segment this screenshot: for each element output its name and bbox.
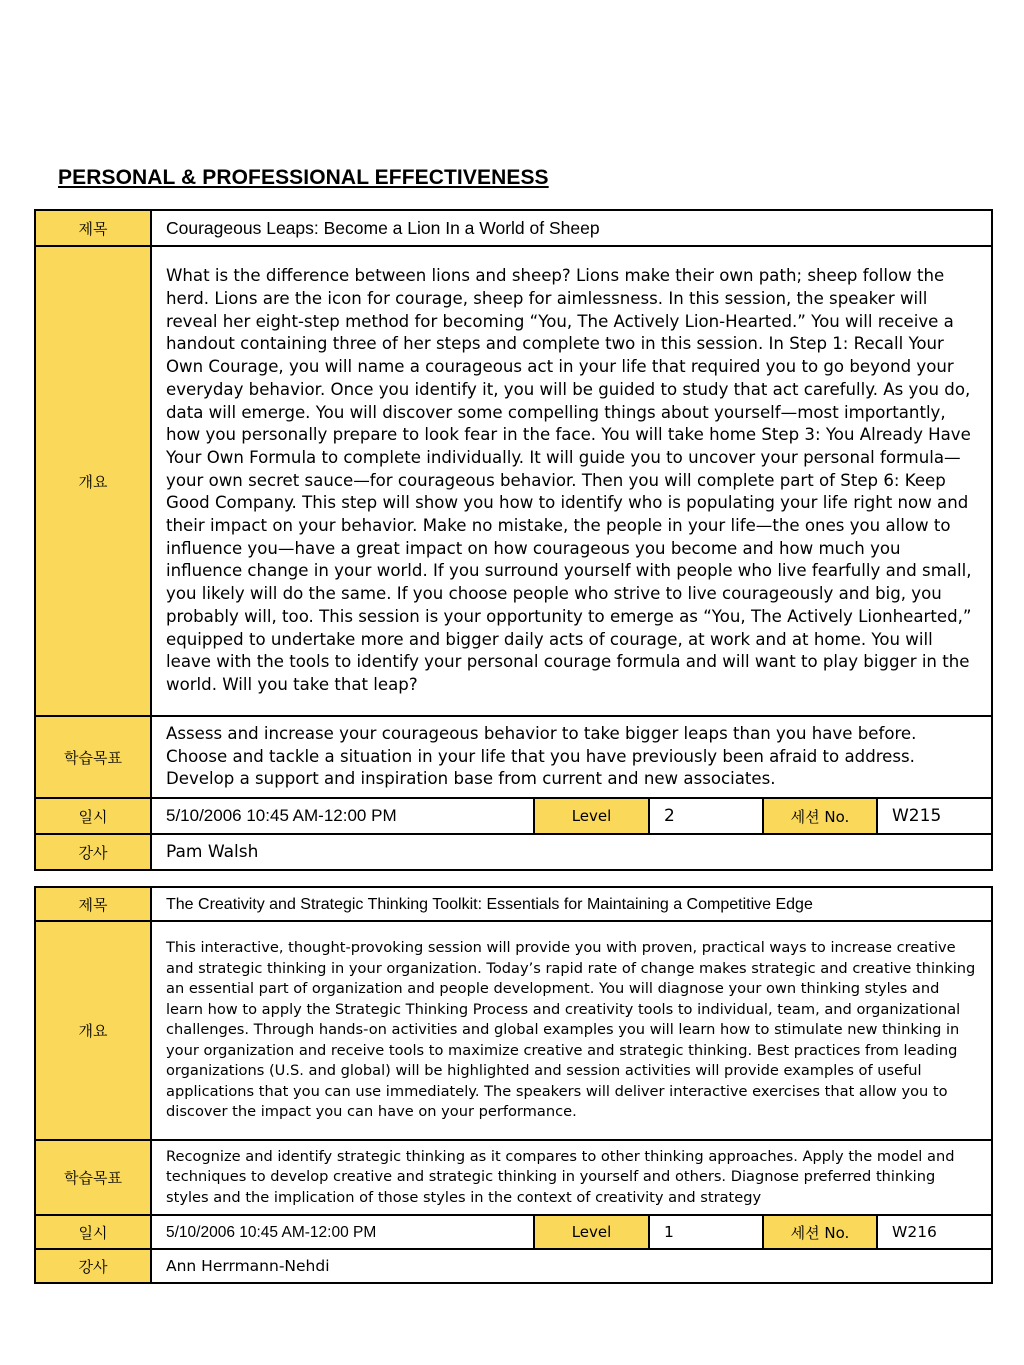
session-datetime	[151, 798, 534, 834]
session-number: W216	[877, 1215, 992, 1249]
session-objectives: Recognize and identify strategic thinking as it compares to other thinking approaches. Apply the model and techniques to develop creative and strategic thinking in yourself and others. Diagnose preferred thinking styles and the implication of those styles in the context of creativity and strategy	[151, 1140, 992, 1215]
speaker-row	[35, 834, 992, 870]
page-heading: PERSONAL & PROFESSIONAL EFFECTIVENESS	[58, 166, 549, 189]
schedule-row	[35, 1215, 992, 1249]
session-level: 1	[649, 1215, 763, 1249]
session-datetime-text: 5/10/2006 10:45 AM-12:00 PM	[166, 1224, 377, 1241]
datetime-label: 일시	[35, 1215, 151, 1249]
session-summary: What is the difference between lions and sheep? Lions make their own path; sheep follow the herd. Lions are the icon for courage, sheep for aimlessness. In this session, the speaker will reveal her eight-step method for becoming “You, The Actively Lion-Hearted.” You will receive a handout containing three of her steps and complete two in this session. In Step 1: Recall Your Own Courage, you will name a courageous act in your life that required you to go beyond your everyday behavior. Once you identify it, you will be guided to study that act carefully. As you do, data will emerge. You will discover some compelling things about yourself—most importantly, how you personally prepare to look fear in the face. You will take home Step 3: You Already Have Your Own Formula to complete individually. It will guide you to uncover your personal formula—your own secret sauce—for courageous behavior. Then you will complete part of Step 6: Keep Good Company. This step will show you how to identify who is populating your life right now and their impact on your behavior. Make no mistake, the people in your life—the ones you allow to influence you—have a great impact on how courageous you become and how much you influence change in your world. If you surround yourself with people who live fearfully and small, you likely will do the same. If you choose people who strive to live courageously and big, you probably will, too. This session is your opportunity to emerge as “You, The Actively Lionhearted,” equipped to undertake more and bigger daily acts of courage, at work and at home. You will leave with the tools to identify your personal courage formula and will want to play bigger in the world. Will you take that leap?	[151, 246, 992, 716]
session-datetime	[151, 1215, 534, 1249]
level-label: Level	[534, 1215, 649, 1249]
objectives-row	[35, 1140, 992, 1215]
schedule-row	[35, 798, 992, 834]
session-title	[151, 887, 992, 921]
summary-row	[35, 246, 992, 716]
session-level: 2	[649, 798, 763, 834]
session-title-text: Courageous Leaps: Become a Lion In a World of Sheep	[166, 217, 600, 238]
session-summary: This interactive, thought-provoking session will provide you with proven, practical ways to increase creative and strategic thinking in your organization. Today’s rapid rate of change makes strategic and creative thinking an essential part of organization and people development. You will diagnose your own thinking styles and learn how to apply the Strategic Thinking Process and creativity tools to individual, team, and organizational challenges. Through hands-on activities and global examples you will learn how to stimulate new thinking in your organization and receive tools to maximize creative and strategic thinking. Best practices from leading organizations (U.S. and global) will be highlighted and session activities will provide examples of useful applications that you can use immediately. The speakers will deliver interactive exercises that allow you to discover the impact you can have on your performance.	[151, 921, 992, 1140]
session-no-label: 세션 No.	[763, 1215, 877, 1249]
summary-row	[35, 921, 992, 1140]
objectives-label: 학습목표	[35, 716, 151, 798]
session-no-label: 세션 No.	[763, 798, 877, 834]
title-label: 제목	[35, 210, 151, 246]
session-speaker: Ann Herrmann-Nehdi	[151, 1249, 992, 1283]
title-row	[35, 210, 992, 246]
datetime-label: 일시	[35, 798, 151, 834]
speaker-label: 강사	[35, 834, 151, 870]
level-label: Level	[534, 798, 649, 834]
summary-label: 개요	[35, 246, 151, 716]
session-title-text: The Creativity and Strategic Thinking Toolkit: Essentials for Maintaining a Competitive Edge	[166, 896, 813, 913]
session-table-2	[34, 886, 993, 1284]
title-row	[35, 887, 992, 921]
objectives-row	[35, 716, 992, 798]
session-number: W215	[877, 798, 992, 834]
title-label: 제목	[35, 887, 151, 921]
session-table-1	[34, 209, 993, 871]
session-objectives: Assess and increase your courageous behavior to take bigger leaps than you have before. Choose and tackle a situation in your life that you have previously been afraid to address. Develop a support and inspiration base from current and new associates.	[151, 716, 992, 798]
speaker-label: 강사	[35, 1249, 151, 1283]
session-datetime-text: 5/10/2006 10:45 AM-12:00 PM	[166, 806, 397, 825]
session-title	[151, 210, 992, 246]
speaker-row	[35, 1249, 992, 1283]
objectives-label: 학습목표	[35, 1140, 151, 1215]
session-speaker: Pam Walsh	[151, 834, 992, 870]
summary-label: 개요	[35, 921, 151, 1140]
